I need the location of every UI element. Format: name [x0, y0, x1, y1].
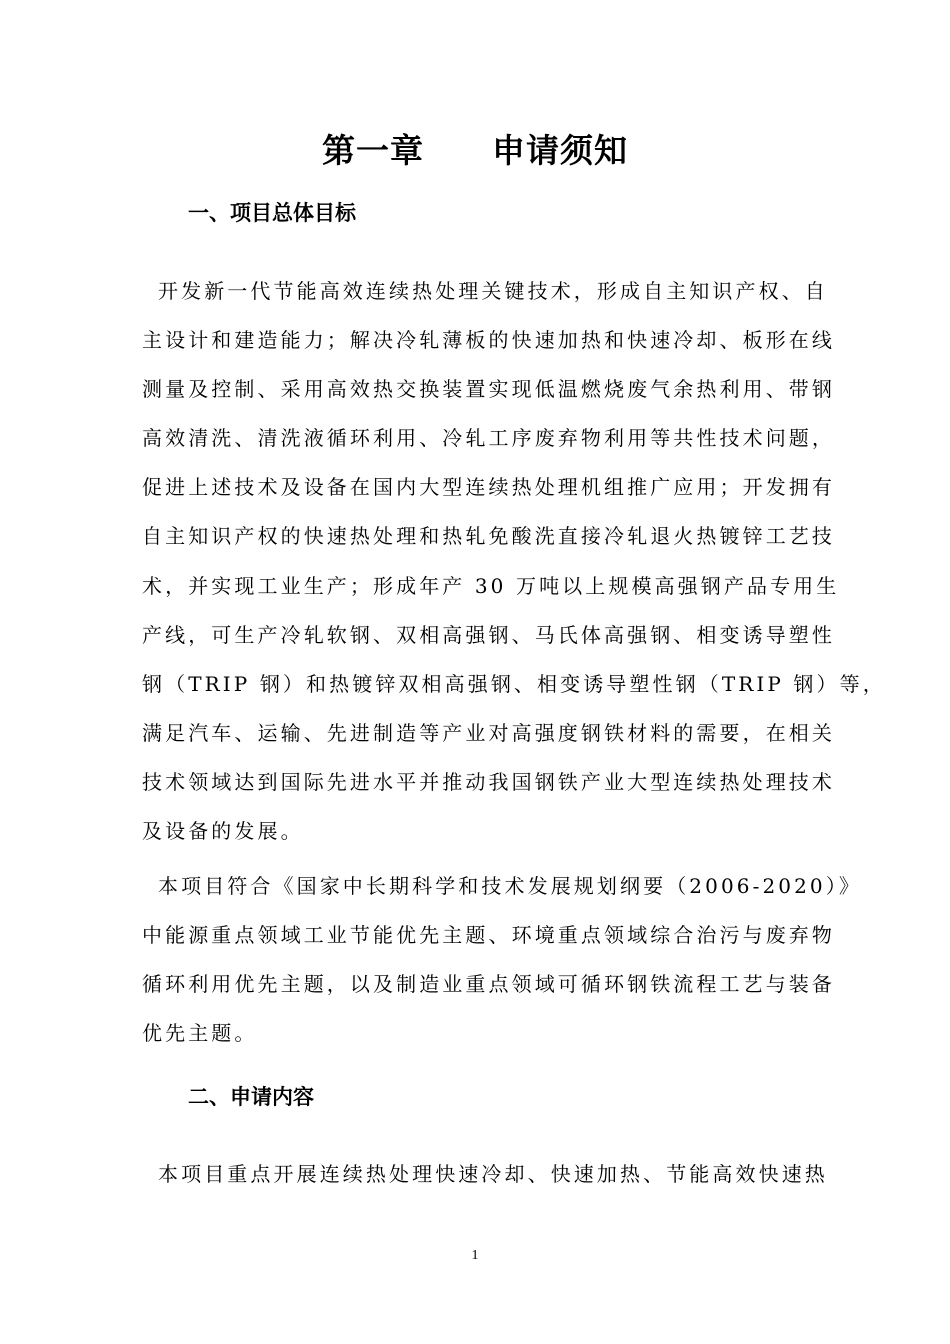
paragraph-line: 满足汽车、运输、先进制造等产业对高强度钢铁材料的需要，在相关	[142, 720, 835, 745]
paragraph-line: 及设备的发展。	[142, 819, 304, 844]
chapter-title: 第一章 申请须知	[322, 131, 628, 170]
section-heading-application-content: 二、申请内容	[188, 1085, 314, 1109]
paragraph-line: 本项目重点开展连续热处理快速冷却、快速加热、节能高效快速热	[158, 1162, 828, 1186]
paragraph-line: 技术领域达到国际先进水平并推动我国钢铁产业大型连续热处理技术	[142, 769, 835, 794]
paragraph-application-content	[142, 1150, 828, 1199]
paragraph-line: 钢（TRIP 钢）和热镀锌双相高强钢、相变诱导塑性钢（TRIP 钢）等，	[142, 671, 886, 696]
paragraph-line: 高效清洗、清洗液循环利用、冷轧工序废弃物利用等共性技术问题，	[142, 426, 835, 451]
page-number: 1	[471, 1248, 479, 1263]
paragraph-line: 自主知识产权的快速热处理和热轧免酸洗直接冷轧退火热镀锌工艺技	[142, 524, 835, 549]
paragraph-line: 产线，可生产冷轧软钢、双相高强钢、马氏体高强钢、相变诱导塑性	[142, 622, 835, 647]
paragraph-line: 中能源重点领域工业节能优先主题、环境重点领域综合治污与废弃物	[142, 923, 835, 948]
paragraph-project-goals	[142, 267, 886, 856]
paragraph-line: 循环利用优先主题，以及制造业重点领域可循环钢铁流程工艺与装备	[142, 972, 835, 997]
paragraph-line: 主设计和建造能力；解决冷轧薄板的快速加热和快速冷却、板形在线	[142, 328, 835, 353]
paragraph-planning-alignment	[142, 862, 862, 1058]
paragraph-line: 优先主题。	[142, 1021, 258, 1046]
paragraph-line: 术，并实现工业生产；形成年产 30 万吨以上规模高强钢产品专用生	[142, 573, 840, 598]
paragraph-line: 开发新一代节能高效连续热处理关键技术，形成自主知识产权、自	[158, 279, 828, 303]
section-heading-project-goals: 一、项目总体目标	[188, 201, 356, 225]
paragraph-line: 测量及控制、采用高效热交换装置实现低温燃烧废气余热利用、带钢	[142, 377, 835, 402]
paragraph-line: 促进上述技术及设备在国内大型连续热处理机组推广应用；开发拥有	[142, 475, 835, 500]
paragraph-line: 本项目符合《国家中长期科学和技术发展规划纲要（2006-2020）》	[158, 874, 862, 898]
